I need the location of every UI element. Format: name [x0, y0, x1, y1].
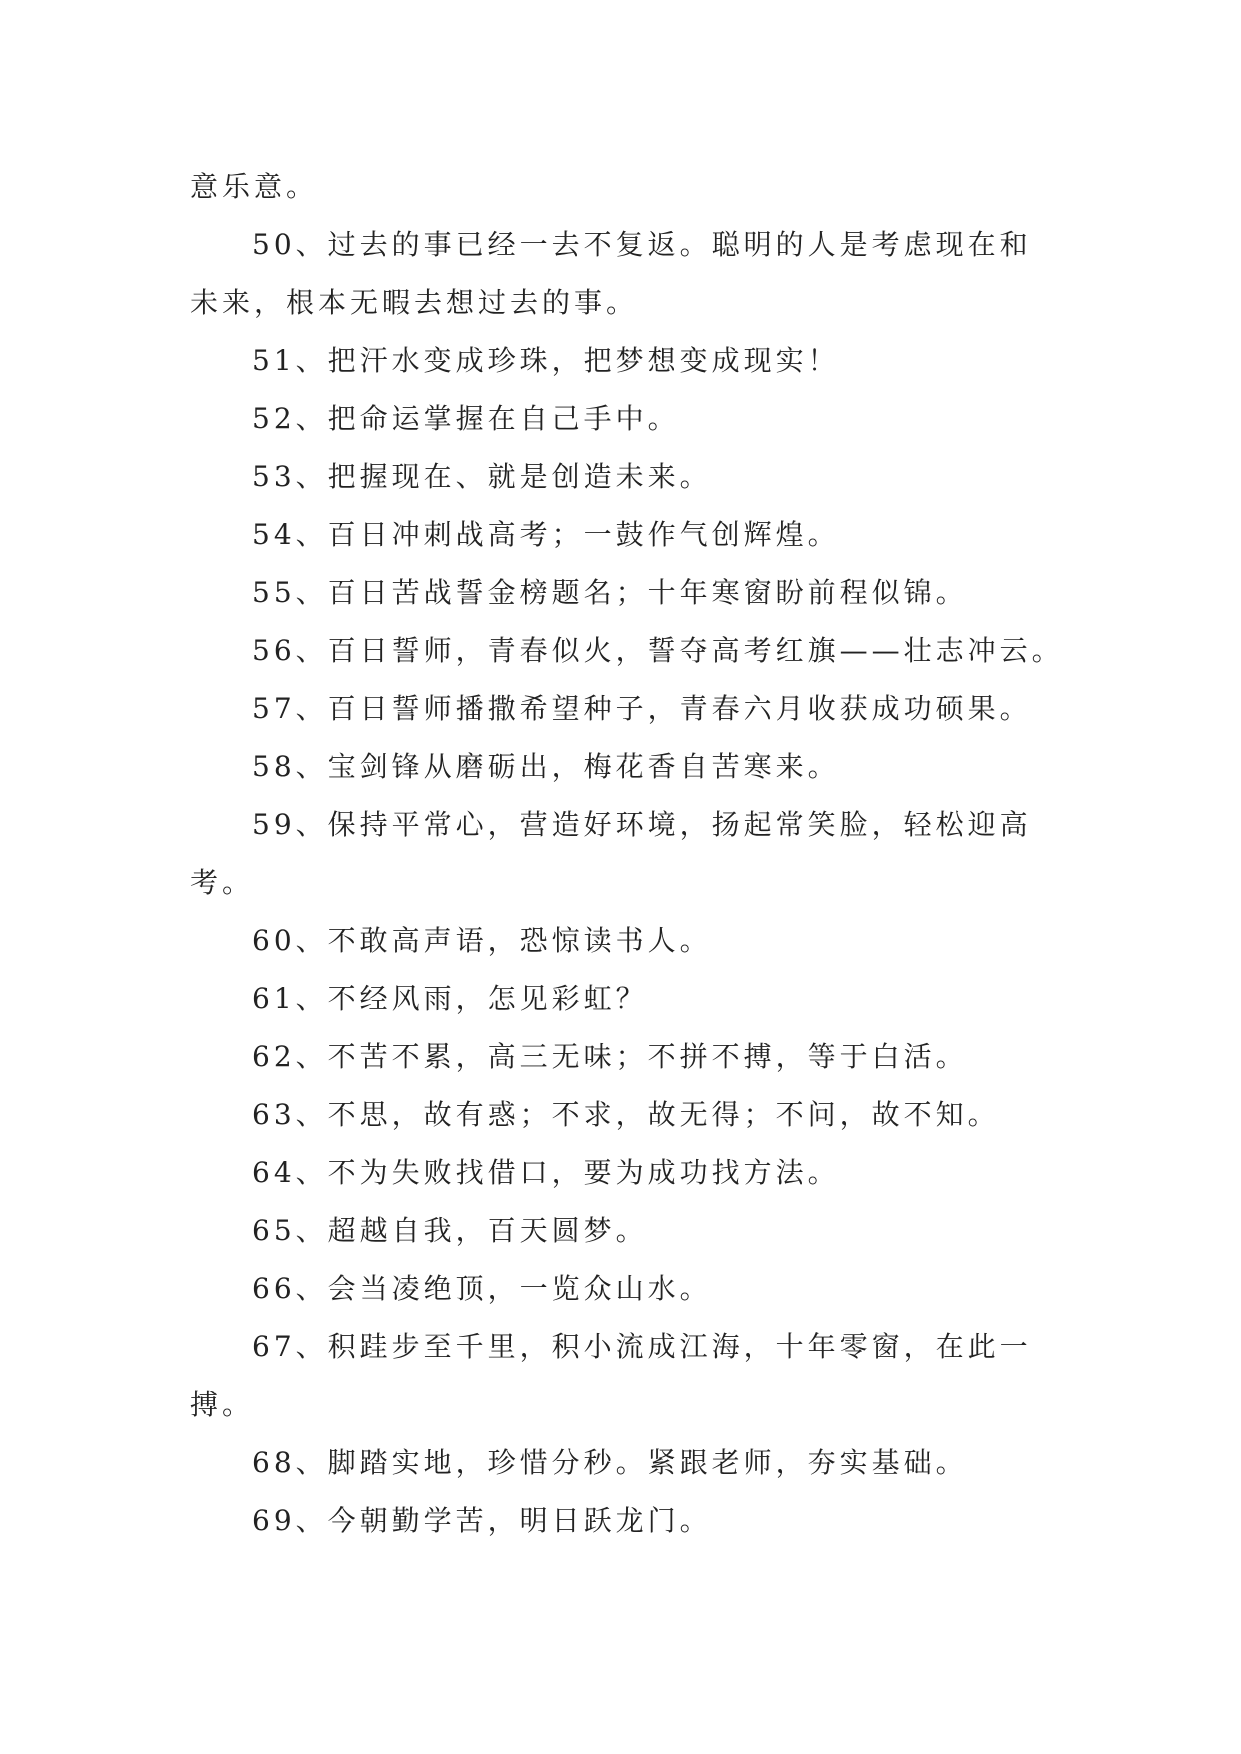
paragraph-line: 55、百日苦战誓金榜题名；十年寒窗盼前程似锦。 — [252, 576, 968, 609]
paragraph-line: 未来，根本无暇去想过去的事。 — [190, 286, 639, 319]
paragraph-line: 50、过去的事已经一去不复返。聪明的人是考虑现在和 — [252, 228, 1032, 261]
paragraph-line: 54、百日冲刺战高考；一鼓作气创辉煌。 — [252, 518, 840, 551]
paragraph-line: 搏。 — [190, 1388, 255, 1421]
paragraph-line: 64、不为失败找借口，要为成功找方法。 — [252, 1156, 840, 1189]
paragraph-line: 69、今朝勤学苦，明日跃龙门。 — [252, 1504, 712, 1537]
paragraph-line: 61、不经风雨，怎见彩虹？ — [252, 982, 648, 1015]
paragraph-line: 53、把握现在、就是创造未来。 — [252, 460, 712, 493]
document-body — [190, 158, 1070, 1550]
paragraph-line: 52、把命运掌握在自己手中。 — [252, 402, 680, 435]
paragraph-line: 56、百日誓师，青春似火，誓夺高考红旗——壮志冲云。 — [252, 634, 1064, 667]
paragraph-line: 意乐意。 — [190, 170, 319, 203]
paragraph-line: 60、不敢高声语，恐惊读书人。 — [252, 924, 712, 957]
paragraph-line: 67、积跬步至千里，积小流成江海，十年零窗，在此一 — [252, 1330, 1032, 1363]
paragraph-line: 51、把汗水变成珍珠，把梦想变成现实！ — [252, 344, 840, 377]
paragraph-line: 62、不苦不累，高三无味；不拼不搏，等于白活。 — [252, 1040, 968, 1073]
paragraph-line: 57、百日誓师播撒希望种子，青春六月收获成功硕果。 — [252, 692, 1032, 725]
paragraph-line: 58、宝剑锋从磨砺出，梅花香自苦寒来。 — [252, 750, 840, 783]
paragraph-line: 68、脚踏实地，珍惜分秒。紧跟老师，夯实基础。 — [252, 1446, 968, 1479]
paragraph-line: 59、保持平常心，营造好环境，扬起常笑脸，轻松迎高 — [252, 808, 1032, 841]
paragraph-line: 65、超越自我，百天圆梦。 — [252, 1214, 648, 1247]
paragraph-line: 66、会当凌绝顶，一览众山水。 — [252, 1272, 712, 1305]
paragraph-line: 考。 — [190, 866, 255, 899]
paragraph-line: 63、不思，故有惑；不求，故无得；不问，故不知。 — [252, 1098, 1000, 1131]
